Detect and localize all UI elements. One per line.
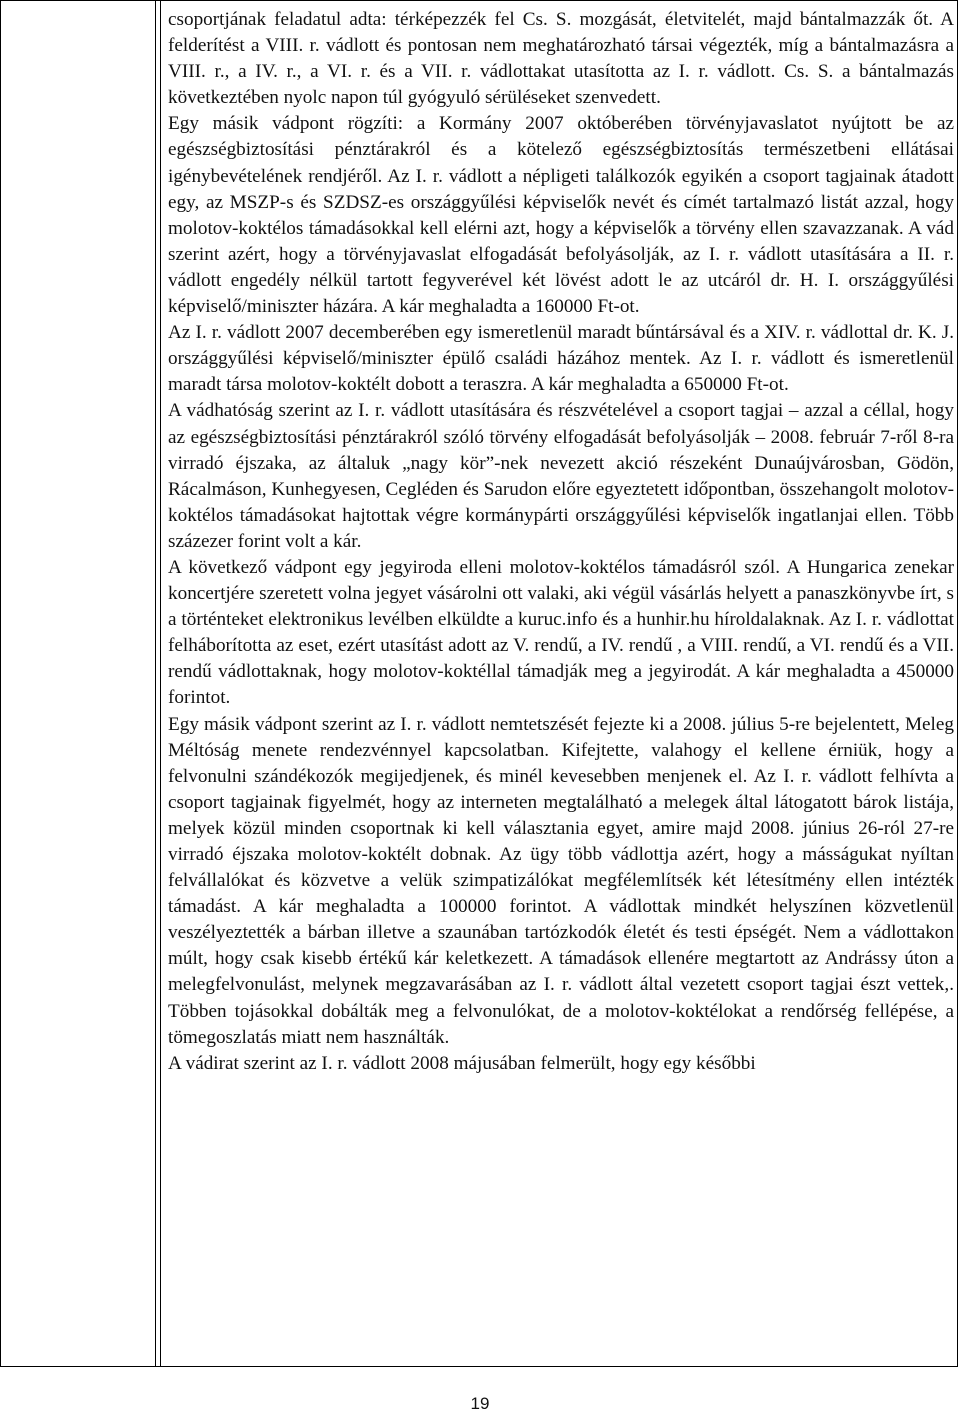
text-cell (168, 7, 954, 1077)
page-number: 19 (470, 1394, 490, 1413)
left-column-inner-rule (5, 1, 156, 1366)
left-column (1, 1, 161, 1366)
paragraph-5: A következő vádpont egy jegyiroda elleni molotov-koktélos támadásról szól. A Hungarica zenekar koncertjére szeretett volna jegyet vásárolni ott valaki, aki végül vásárlás helyett a panaszkönyvbe írt, s a történteket elektronikus levélben elküldte a kuruc.info és a hunhir.hu híroldalaknak. Az I. r. vádlottat felháborította az eset, ezért utasítást adott az V. rendű, a IV. rendű , a VIII. rendű, a VI. rendű és a VII. rendű vádlottaknak, hogy molotov-koktéllal támadják meg a jegyirodát. A kár meghaladta a 450000 forintot. (168, 556, 954, 709)
paragraph-3: Az I. r. vádlott 2007 decemberében egy ismeretlenül maradt bűntársával és a XIV. r. vádlottal dr. K. J. országgyűlési képviselő/miniszter épülő családi házához mentek. Az I. r. vádlott és ismeretlenül maradt társa molotov-koktélt dobott a teraszra. A kár meghaladta a 650000 Ft-ot. (168, 322, 954, 396)
paragraph-7: A vádirat szerint az I. r. vádlott 2008 májusában felmerült, hogy egy későbbi (168, 1052, 756, 1074)
paragraph-1: csoportjának feladatul adta: térképezzék fel Cs. S. mozgását, életvitelét, majd bántalmazzák őt. A felderítést a VIII. r. vádlott és pontosan nem meghatározható társai végezték, míg a bántalmazásra a VIII. r., a IV. r., a VI. r. és a VII. r. vádlottakat utasította az I. r. vádlott. Cs. S. a bántalmazás következtében nyolc napon túl gyógyuló sérüléseket szenvedett. (168, 9, 954, 109)
paragraph-6: Egy másik vádpont szerint az I. r. vádlott nemtetszését fejezte ki a 2008. július 5-re bejelentett, Meleg Méltóság menete rendezvénnyel kapcsolatban. Kifejtette, valahogy el kellene érniük, hogy a felvonulni szándékozók megijedjenek, és minél kevesebben menjenek el. Az I. r. vádlott felhívta a csoport tagjainak figyelmét, hogy az interneten megtalálható a melegek által látogatott bárok listája, melyek közül minden csoportnak ki kell választania egyet, amire majd 2008. június 26-ról 27-re virradó éjszaka molotov-koktélt dobnak. Az ügy több vádlottja azért, hogy a másságukat nyíltan felvállalókat és közvetve a velük szimpatizálókat megfélemlítsék két létesítmény ellen intézték támadást. A kár meghaladta a 100000 forintot. A vádlottak mindkét helyszínen közvetlenül veszélyeztették a bárban illetve a szaunában tartózkodók életét és testi épségét. Nem a vádlottakon múlt, hogy csak kisebb értékű kár keletkezett. A támadások ellenére megtartott az Andrássy úton a melegfelvonulást, melynek megzavarásában az I. r. vádlott által vezetett csoport tagjai észt vettek,. Többen tojásokkal dobálták meg a felvonulókat, de a molotov-koktélokat a rendőrség fellépése, a tömegoszlatás miatt nem használták. (168, 713, 954, 1048)
paragraph-2: Egy másik vádpont rögzíti: a Kormány 2007 októberében törvényjavaslatot nyújtott be az egészségbiztosítási pénztárakról és a kötelező egészségbiztosítás természetbeni ellátásai igénybevételének rendjéről. Az I. r. vádlott a népligeti találkozók egyikén a csoport tagjainak átadott egy, az MSZP-s és SZDSZ-es országgyűlési képviselők nevét és címét tartalmazó listát azzal, hogy molotov-koktélos támadásokkal kell elérni azt, hogy a képviselők a törvény ellen szavazzanak. A vád szerint azért, hogy a törvényjavaslat elfogadását befolyásolják, az I. r. vádlott utasítására a II. r. vádlott engedély nélkül tartott fegyverével két lövést adott le az utcáról dr. H. I. országgyűlési képviselő/miniszter házára. A kár meghaladta a 160000 Ft-ot. (168, 113, 954, 318)
paragraph-4: A vádhatóság szerint az I. r. vádlott utasítására és részvételével a csoport tagjai – azzal a céllal, hogy az egészségbiztosítási pénztárakról szóló törvény elfogadását befolyásolják – 2008. február 7-ről 8-ra virradó éjszaka, az általuk „nagy kör”-nek nevezett akció részeként Dunaújvárosban, Gödön, Rácalmáson, Kunhegyesen, Cegléden és Sarudon előre egyeztetett időpontban, összehangolt molotov-koktélos támadásokat hajtottak végre kormánypárti országgyűlési képviselők ingatlanjai ellen. Több százezer forint volt a kár. (168, 400, 954, 552)
